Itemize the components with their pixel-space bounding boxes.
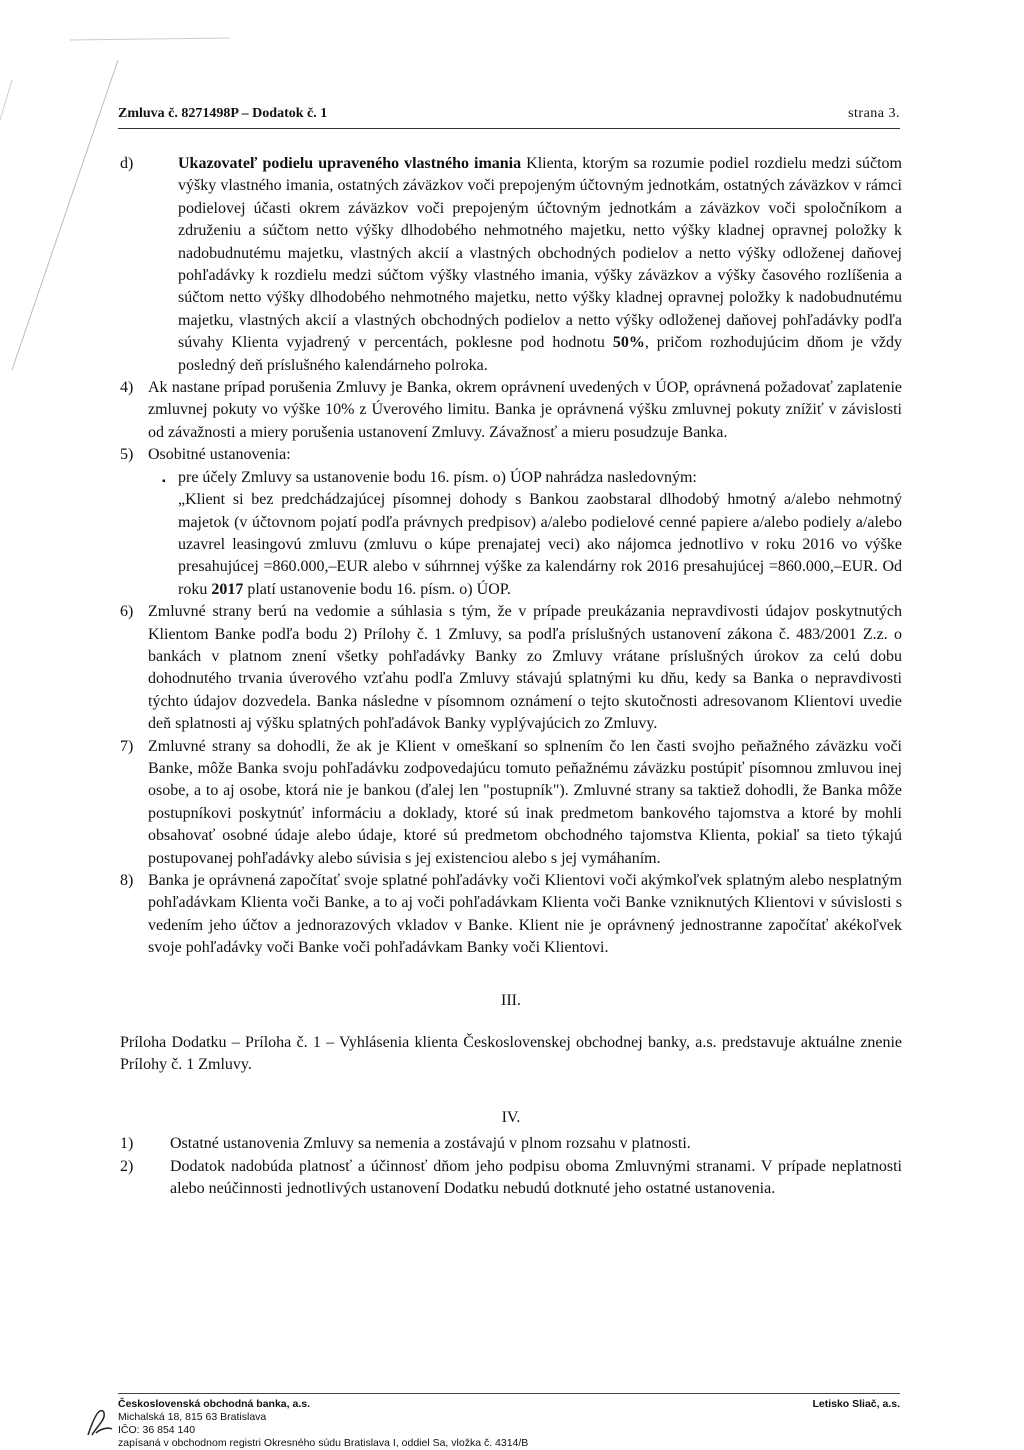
clause-d-marker: d) [120,155,134,172]
clause-4-text: Ak nastane prípad porušenia Zmluvy je Banka, okrem oprávnení uvedených v ÚOP, oprávnená požadovať zaplatenie zmluvnej pokuty vo výške 10% z Úverového limitu. Banka je oprávnená výšku zmluvnej pokuty znížiť v závislosti od závažnosti a miery porušenia ustanovení Zmluvy. Závažnosť a mieru posudzuje Banka. [148,379,902,441]
clause-7-text: Zmluvné strany sa dohodli, že ak je Klient v omeškaní so splnením čo len časti svojho peňažného záväzku voči Banke, môže Banka svoju pohľadávku zodpovedajúcu tomuto peňažnému záväzku postúpiť písomnou zmluvou inej osobe, a to aj osobe, ktorá nie je bankou (ďalej len "postupník"). Zmluvné strany sa taktiež dohodli, že Banka môže postupníkovi poskytnúť informáciu a doklady, ktoré sú inak predmetom bankového tajomstva a ktoré by mohli obsahovať osobné údaje alebo údaje, ktoré sú predmetom obchodného tajomstva Klienta, pokiaľ sa tieto týkajú postupovanej pohľadávky alebo súvisia s jej existenciou alebo s jej vymáhaním. [148,737,902,867]
clause-7 [120,736,902,870]
section-4-item-1-text: Ostatné ustanovenia Zmluvy sa nemenia a zostávajú v plnom rozsahu v platnosti. [170,1135,691,1153]
clause-5-quote-year: 2017 [211,580,244,598]
page-number: strana 3. [848,106,900,121]
clause-5-quote-body: „Klient si bez predchádzajúcej písomnej dohody s Bankou zaobstaral dlhodobý hmotný a/alebo nehmotný majetok (v účtovnom pojatí podľa právnych predpisov) a/alebo podielové cenné papiere a/alebo podiely a/alebo uzavrel leasingovú zmluvu (zmluvu o kúpe prenajatej veci) ako nájomca jednotlivo v roku 2016 vo výške presahujúcej =860.000,–EUR alebo v súhrnnej výške za kalendárny rok 2016 presahujúcej =860.000,–EUR. Od roku [178,491,902,598]
clause-5-quote [120,489,902,601]
section-4-title: IV. [501,1108,521,1126]
clause-d-end: , pričom rozhodujúcim dňom je vždy posledný deň príslušného kalendárneho polroka. [178,334,903,374]
footer-bank-name: Československá obchodná banka, a.s. [118,1398,310,1410]
clause-5-text: Osobitné ustanovenia: [148,446,291,464]
bullet-icon: ▪ [162,475,166,487]
section-4-item-1 [120,1133,902,1155]
footer-ico: IČO: 36 854 140 [118,1424,196,1436]
clause-8 [120,870,902,960]
clause-d-body: Klienta, ktorým sa rozumie podiel rozdielu medzi súčtom výšky vlastného imania, ostatných záväzkov voči prepojeným účtovným jednotkám, ostatných záväzkov v rámci podielovej účasti okrem záväzkov voči prepojeným účtovným jednotkám a záväzkov voči spoločníkom a združeniu a súčtom netto výšky dlhodobého nehmotného majetku, netto výšky kladnej opravnej položky k nadobudnutému majetku, vlastných akcií a vlastných obchodných podielov a netto výšky odloženej daňovej pohľadávky k rozdielu medzi súčtom výšky vlastného imania, výšky záväzkov a výšky časového rozlíšenia a súčtom netto výšky dlhodobého nehmotného majetku, netto výšky kladnej opravnej položky k nadobudnutému majetku, vlastných akcií a vlastných obchodných podielov a netto výšky odloženej daňovej pohľadávky podľa súvahy Klienta vyjadrený v percentách, poklesne pod hodnotu [178,155,902,352]
footer-rule [118,1393,900,1394]
page-header [118,103,900,127]
section-4-item-2-marker: 2) [120,1157,134,1175]
section-4-item-1-marker: 1) [120,1135,134,1153]
clause-5-bullet [120,467,902,489]
clause-8-text: Banka je oprávnená započítať svoje splatné pohľadávky voči Klientovi voči akýmkoľvek splatným alebo nesplatným pohľadávkam Klienta voči Banke, a to aj voči pohľadávkam Klienta voči Banke vzniknutých Klientovi v súvislosti s vedením jeho účtov a jednorazových vkladov v Banke. Klient nie je oprávnený jednostranne započítať akékoľvek svoje pohľadávky voči Banke voči pohľadávkam Banky voči Klientovi. [148,872,902,957]
section-4-item-2 [120,1156,902,1201]
footer-registry: zapísaná v obchodnom registri Okresného súdu Bratislava I, oddiel Sa, vložka č. 4314/B [118,1437,529,1449]
footer-address: Michalská 18, 815 63 Bratislava [118,1411,267,1423]
clause-5-bullet-text: pre účely Zmluvy sa ustanovenie bodu 16. písm. o) ÚOP nahrádza nasledovným: [178,468,697,486]
clause-d-text [178,153,902,377]
clause-d-threshold: 50% [612,334,645,352]
clause-5 [120,444,902,466]
clause-6 [120,601,902,735]
header-rule [118,128,900,129]
section-3-title: III. [501,991,521,1009]
clause-5-marker: 5) [120,446,134,464]
page-footer [118,1398,900,1450]
document-body [120,153,902,1200]
section-3-text: Príloha Dodatku – Príloha č. 1 – Vyhlásenia klienta Československej obchodnej banky, a.s. predstavuje aktuálne znenie Prílohy č. 1 Zmluvy. [120,1034,902,1074]
handwritten-initial-mark [82,1405,118,1441]
clause-5-quote-end: platí ustanovenie bodu 16. písm. o) ÚOP. [243,580,511,598]
footer-client-name: Letisko Sliač, a.s. [812,1398,900,1410]
clause-7-marker: 7) [120,737,134,755]
clause-6-marker: 6) [120,603,134,621]
clause-d [120,153,902,377]
clause-5-quote-text [178,489,902,601]
section-4-item-2-text: Dodatok nadobúda platnosť a účinnosť dňom jeho podpisu oboma Zmluvnými stranami. V prípade neplatnosti alebo neúčinnosti jednotlivých ustanovení Dodatku nebudú dotknuté jeho ostatné ustanovenia. [170,1157,902,1198]
contract-reference: Zmluva č. 8271498P – Dodatok č. 1 [118,106,328,121]
clause-4 [120,377,902,444]
clause-d-bold-lead: Ukazovateľ podielu upraveného vlastného imania [178,155,522,172]
clause-4-marker: 4) [120,379,134,397]
clause-6-text: Zmluvné strany berú na vedomie a súhlasia s tým, že v prípade preukázania nepravdivosti údajov poskytnutých Klientom Banke podľa bodu 2) Prílohy č. 1 Zmluvy, sa podľa príslušných ustanovení zákona č. 483/2001 Z.z. o bankách v platnom znení všetky pohľadávky Banky zo Zmluvy vrátane príslušných úrokov za celú dobu dohodnutého trvania úverového vzťahu podľa Zmluvy stávajú splatnými ku dňu, kedy sa Banka o nepravdivosti týchto údajov dozvedela. Banka následne v písomnom oznámení o tejto skutočnosti adresovanom Klientovi uvedie deň splatnosti aj výšku splatných pohľadávok Banky vyplývajúcich zo Zmluvy. [148,603,902,733]
clause-8-marker: 8) [120,872,134,889]
